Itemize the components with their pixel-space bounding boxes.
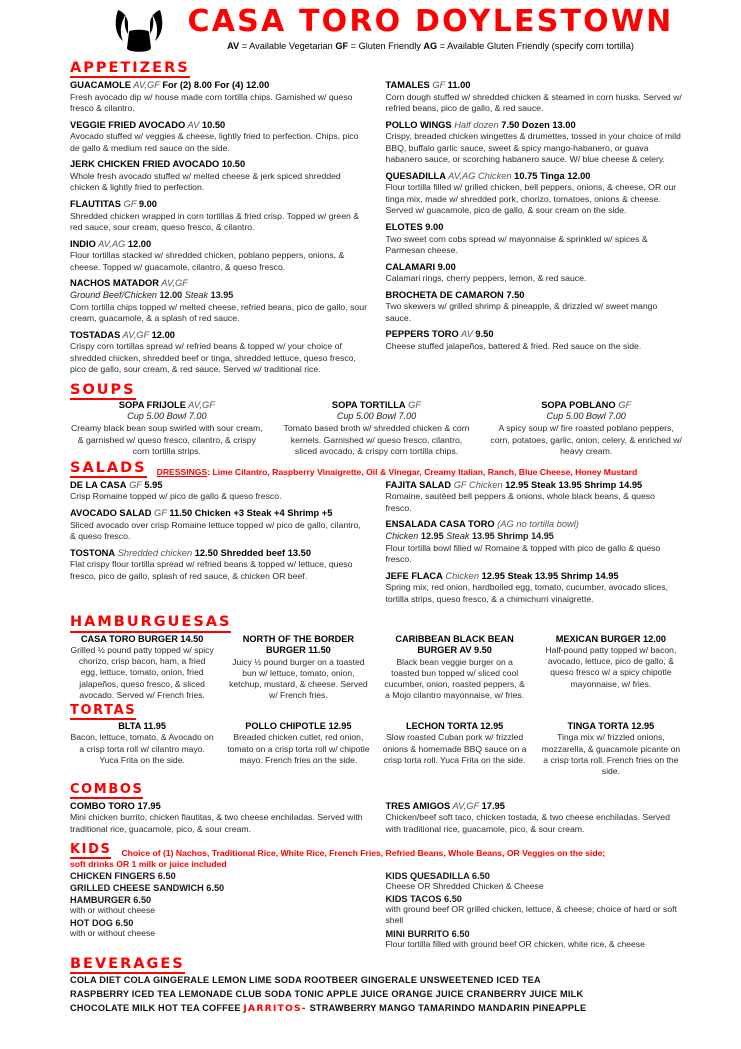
appetizers-left-column: [70, 80, 368, 380]
dressings-label: DRESSINGS: [156, 466, 208, 477]
menu-item-name: [70, 548, 368, 560]
soup-item: [489, 400, 683, 458]
kids-item-name: GRILLED CHEESE SANDWICH 6.50: [70, 883, 225, 894]
kids-item-description: with or without cheese: [70, 905, 156, 916]
menu-item-price: 7.50 Dozen 13.00: [501, 119, 576, 130]
menu-item-diet-tag: Half dozen: [451, 119, 502, 130]
menu-item-description: Chicken/beef soft taco, chicken tostada, & two cheese enchiladas. Served with traditional rice, guacamole, pico, & sour cream.: [385, 812, 670, 834]
menu-item: [539, 634, 683, 702]
menu-item-name: TINGA TORTA 12.95: [567, 720, 655, 731]
menu-item: [70, 199, 368, 234]
kids-item-description: with or without cheese: [70, 928, 156, 939]
menu-item-description: Shredded chicken wrapped in corn tortillas & fried crisp. Topped w/ green & red sauce, sour cream, queso fresco, & cilantro.: [70, 210, 360, 233]
menu-item-title: JERK CHICKEN FRIED AVOCADO: [70, 159, 220, 170]
section-header-tortas: TORTAS: [70, 703, 137, 719]
menu-item-diet-tag: AV,AG: [95, 238, 128, 249]
menu-item-name: [386, 80, 684, 92]
menu-item-description: Breaded chicken cutlet, red onion, tomato on a crisp torta roll w/ chipotle mayo. French fries on the side.: [227, 732, 370, 765]
menu-item-description: Juicy ½ pound burger on a toasted bun w/ lettuce, tomato, onion, ketchup, mustard, & cheese. Served w/ French fries.: [229, 656, 368, 701]
menu-item-price: 11.00: [447, 80, 471, 91]
menu-item-diet-tag: AV,GF: [450, 800, 482, 811]
menu-item-diet-tag: Chicken: [442, 570, 482, 581]
menu-item-description: Flour tortilla filled w/ grilled chicken, bell peppers, onions, & cheese, OR our tinga mix, made w/ shredded pork, chorizo, tomatoes, onions & cheese. Served w/ guacamole, pico de gallo, & sour cream on the side.: [385, 182, 677, 216]
appetizers-columns: [70, 80, 683, 380]
menu-item-name: [70, 80, 368, 92]
section-header-combos: COMBOS: [70, 782, 144, 798]
menu-item-description: Fresh avocado dip w/ house made corn tortilla chips. Garnished w/ queso fresco & cilantro.: [70, 91, 353, 114]
dressings-value: : Lime Cilantro, Raspberry Vinaigrette, Oil & Vinegar, Creamy Italian, Ranch, Blue Cheese, Honey Mustard: [207, 466, 638, 477]
menu-item-name: [70, 801, 368, 813]
menu-item-portion-prices: [70, 290, 368, 302]
jarritos-label: JARRITOS-: [243, 1002, 307, 1014]
menu-item-price: 10.50: [219, 159, 246, 170]
soup-diet-tag: AV,GF: [185, 399, 215, 410]
menu-item-name: [386, 171, 684, 183]
menu-item-name: [70, 480, 368, 492]
soup-title: SOPA POBLANO: [541, 399, 616, 410]
menu-item-price-part: Steak: [182, 289, 211, 300]
soup-title: SOPA FRIJOLE: [118, 399, 186, 410]
soup-item: [280, 400, 474, 458]
menu-item-description: Corn tortilla chips topped w/ melted cheese, refried beans, pico de gallo, sour cream, guacamole, & a splash of red sauce.: [70, 301, 367, 324]
menu-item-title: CALAMARI: [385, 261, 436, 272]
kids-menu-item: [386, 929, 684, 950]
menu-item: [70, 480, 368, 503]
combos-left-column: [70, 801, 368, 841]
menu-header: [108, 6, 683, 56]
menu-item-price: 11.50 Chicken +3 Steak +4 Shrimp +5: [169, 507, 333, 518]
menu-item-title: BROCHETA DE CAMARON: [385, 289, 504, 300]
menu-item-description: Half-pound patty topped w/ bacon, avocado, lettuce, pico de gallo, & queso fresco w/ a spicy chipotle mayonnaise, w/ fries.: [545, 645, 677, 689]
menu-item: [70, 330, 368, 376]
menu-item: [386, 571, 684, 606]
menu-item: [386, 80, 684, 115]
menu-item-diet-tag: Shredded chicken: [115, 547, 195, 558]
menu-item-diet-tag: GF: [120, 198, 139, 209]
menu-item-price: 12.50 Shredded beef 13.50: [194, 547, 311, 558]
soup-portion-prices: Cup 5.00 Bowl 7.00: [336, 411, 417, 422]
beverages-list: [70, 974, 683, 1015]
menu-item-description: Corn dough stuffed w/ shredded chicken & steamed in corn husks. Served w/ refried beans, pico de gallo, & red sauce.: [385, 91, 682, 114]
menu-item: [386, 262, 684, 285]
menu-item-description: Black bean veggie burger on a toasted bun topped w/ sliced cool cucumber, onion, roasted peppers, & a Mojo cilantro mayonnaise, w/ fries.: [384, 656, 525, 701]
kids-menu-item: [70, 918, 368, 939]
combos-columns: [70, 801, 683, 841]
kids-item-name: KIDS TACOS 6.50: [385, 894, 462, 905]
menu-item: [386, 801, 684, 836]
menu-item-name: [386, 480, 684, 492]
legend-av-code: AV: [227, 40, 240, 51]
menu-item-name: CASA TORO BURGER 14.50: [80, 633, 204, 644]
menu-item-title: AVOCADO SALAD: [70, 507, 152, 518]
menu-item-price-part: 13.95 Shrimp 14.95: [471, 531, 554, 542]
menu-item-name: [386, 329, 684, 341]
soup-description: A spicy soup w/ fire roasted poblano peppers, corn, potatoes, garlic, onion, celery, & enriched w/ heavy cream.: [490, 423, 682, 457]
menu-item-title: TRES AMIGOS: [385, 800, 451, 811]
menu-item-name: [386, 262, 684, 274]
section-header-appetizers: APPETIZERS: [70, 61, 190, 78]
menu-item: [226, 721, 370, 777]
hamburguesas-columns: [70, 634, 683, 702]
menu-item-description: Bacon, lettuce, tomato, & Avocado on a crisp torta roll w/ cilantro mayo. Yuca Frita on the side.: [70, 732, 214, 765]
kids-right-column: [386, 871, 684, 952]
salads-dressings-note: [157, 467, 638, 478]
section-header-soups: SOUPS: [70, 383, 136, 400]
menu-item-title: JEFE FLACA: [385, 570, 443, 581]
soup-name: [70, 400, 264, 412]
menu-item-diet-tag: (AG no tortilla bowl): [494, 519, 579, 530]
menu-item-description: Whole fresh avocado stuffed w/ melted cheese & jerk spiced shredded chicken & lightly fried to perfection.: [70, 170, 341, 193]
menu-item: [70, 120, 368, 155]
section-header-hamburguesas: HAMBURGUESAS: [70, 615, 231, 632]
menu-item-title: FLAUTITAS: [70, 198, 121, 209]
menu-item: [226, 634, 370, 702]
kids-header-row: [70, 843, 683, 859]
menu-item-price: 9.00: [435, 261, 456, 272]
menu-item-description: Crispy, breaded chicken wingettes & drumettes, tossed in your choice of mild BBQ, buffalo garlic sauce, sweet & spicy mango-habanero, or guava habanero sauce, or scorching habanero sauce. W/ blue cheese & celery.: [385, 131, 681, 165]
menu-item-diet-tag: AV,GF: [120, 329, 152, 340]
kids-item-description: Flour tortilla filled with ground beef OR chicken, white rice, & cheese: [385, 938, 645, 949]
kids-menu-item: [386, 894, 684, 926]
menu-item-description: Flat crispy flour tortilla spread w/ refried beans & topped w/ lettuce, queso fresco, pico de gallo, splash of red sauce, & chicken OR beef.: [70, 559, 353, 581]
menu-item: [386, 222, 684, 257]
menu-item-title: TOSTONA: [70, 547, 116, 558]
menu-item-price: 9.00: [138, 198, 157, 209]
menu-item-price: 12.00: [127, 238, 152, 249]
beverages-line-3b: STRAWBERRY MANGO TAMARINDO MANDARIN PINEAPPLE: [306, 1002, 587, 1013]
kids-item-description: with ground beef OR grilled chicken, lettuce, & cheese; choice of hard or soft shell: [385, 904, 677, 926]
menu-item-price-part: Steak: [443, 531, 472, 542]
menu-item-title: POLLO WINGS: [385, 119, 452, 130]
soup-portion-prices: Cup 5.00 Bowl 7.00: [127, 411, 207, 422]
menu-item-name: [386, 290, 684, 302]
menu-item-name: [386, 222, 684, 234]
kids-columns: [70, 871, 683, 952]
menu-item-diet-tag: GF Chicken: [451, 479, 506, 490]
kids-item-name: CHICKEN FINGERS 6.50: [70, 871, 176, 882]
menu-item-name: [70, 330, 368, 342]
menu-item: [386, 290, 684, 325]
menu-item-description: Two skewers w/ grilled shrimp & pineapple, & drizzled w/ sweet mango sauce.: [385, 301, 658, 323]
beverages-line-3a: CHOCOLATE MILK HOT TEA COFFEE: [70, 1002, 244, 1013]
menu-item-title: ENSALADA CASA TORO: [385, 519, 495, 530]
kids-menu-item: [70, 871, 368, 881]
combos-right-column: [386, 801, 684, 841]
soup-description: Creamy black bean soup swirled with sour cream, & garnished w/ queso fresco, cilantro, & crispy corn tortilla strips.: [70, 423, 263, 457]
menu-item-diet-tag: GF: [151, 507, 170, 518]
legend-gf-text: = Gluten Friendly: [348, 40, 424, 51]
menu-item-description: Crisp Romaine topped w/ pico de gallo & queso fresco.: [70, 491, 282, 502]
menu-item-title: VEGGIE FRIED AVOCADO: [70, 119, 186, 130]
menu-item-price: 17.95: [134, 800, 161, 811]
menu-item-description: Two sweet corn cobs spread w/ mayonnaise & sprinkled w/ spices & Parmesan cheese.: [385, 233, 648, 256]
menu-item-description: Romaine, sautéed bell peppers & onions, whole black beans, & queso fresco.: [385, 491, 655, 513]
menu-item-description: Sliced avocado over crisp Romaine lettuce topped w/ pico de gallo, cilantro, & queso fresco.: [70, 519, 361, 542]
menu-item-portion-prices: [386, 531, 684, 543]
menu-item-price: 10.50: [201, 119, 226, 130]
menu-item-diet-tag: AV: [458, 329, 476, 340]
menu-item-name: [386, 571, 684, 583]
menu-item-description: Mini chicken burrito, chicken flautitas, & two cheese enchiladas. Served with traditional rice, guacamole, pico, & sour cream.: [70, 812, 363, 834]
menu-item: [386, 480, 684, 515]
kids-note-line2: soft drinks OR 1 milk or juice included: [70, 859, 227, 870]
menu-item-diet-tag: GF: [429, 80, 448, 91]
menu-item-name: [386, 519, 684, 531]
soup-diet-tag: GF: [405, 399, 422, 410]
soup-portion-prices: Cup 5.00 Bowl 7.00: [546, 411, 626, 422]
menu-item-name: NORTH OF THE BORDER BURGER 11.50: [242, 633, 355, 656]
menu-item-name: [386, 120, 684, 132]
menu-item-name: [70, 159, 368, 171]
menu-item-price-part: 12.95: [418, 531, 444, 542]
menu-item: [383, 721, 527, 777]
menu-item-name: CARIBBEAN BLACK BEAN BURGER AV 9.50: [395, 633, 514, 656]
menu-item: [386, 171, 684, 217]
beverages-line-2: RASPBERRY ICED TEA LEMONADE CLUB SODA TONIC APPLE JUICE ORANGE JUICE CRANBERRY JUICE MILK: [70, 988, 584, 999]
menu-item-name: BLTA 11.95: [118, 720, 167, 731]
kids-menu-item: [70, 883, 368, 893]
soup-description: Tomato based broth w/ shredded chicken & corn kernels. Garnished w/ queso fresco, cilantro, sliced avocado, & crispy corn tortilla chips.: [283, 423, 470, 457]
section-header-kids: KIDS: [70, 842, 112, 858]
menu-item-description: Flour tortillas stacked w/ shredded chicken, poblano peppers, onions, & cheese. Topped w/ guacamole, cilantro, & queso fresco.: [70, 250, 345, 272]
kids-item-name: HOT DOG 6.50: [70, 918, 134, 929]
menu-item: [386, 120, 684, 166]
kids-item-description: Cheese OR Shredded Chicken & Cheese: [385, 881, 544, 892]
menu-item-description: Cheese stuffed jalapeños, battered & fried. Red sauce on the side.: [385, 340, 642, 351]
menu-item-diet-tag: GF: [126, 479, 145, 490]
legend: [178, 41, 683, 51]
legend-av-text: = Available Vegetarian: [239, 40, 336, 51]
menu-item-price: 12.00: [151, 329, 175, 340]
menu-item-description: Calamari rings, cherry peppers, lemon, & red sauce.: [385, 273, 587, 284]
menu-item-price: 7.50: [503, 289, 525, 300]
tortas-columns: [70, 721, 683, 777]
menu-item-price: 12.95 Steak 13.95 Shrimp 14.95: [505, 479, 643, 490]
beverages-line-3: [70, 1002, 683, 1016]
menu-item-name: [70, 508, 368, 520]
menu-item: [383, 634, 527, 702]
menu-item-title: FAJITA SALAD: [385, 479, 452, 490]
salads-header-row: [70, 461, 683, 478]
menu-item: [70, 159, 368, 194]
menu-item: [70, 508, 368, 543]
beverages-line-1: COLA DIET COLA GINGERALE LEMON LIME SODA ROOTBEER GINGERALE UNSWEETENED ICED TEA: [70, 974, 541, 985]
menu-item-price-part: 12.00: [159, 289, 183, 300]
menu-item: [70, 721, 214, 777]
menu-item-name: [70, 199, 368, 211]
menu-item-title: TOSTADAS: [70, 329, 121, 340]
bull-head-icon: [108, 8, 170, 56]
menu-item-name: [70, 278, 368, 290]
menu-item-price: 10.75 Tinga 12.00: [514, 170, 591, 181]
menu-item-title: TAMALES: [385, 80, 430, 91]
menu-item: [70, 634, 214, 702]
menu-item-description: Spring mix, red onion, hardboiled egg, tomato, cucumber, avocado slices, tortilla strips, queso fresco, & a chimichurri vinaigrette.: [385, 582, 668, 604]
salads-right-column: [386, 480, 684, 611]
soup-title: SOPA TORTILLA: [331, 399, 406, 410]
menu-item-diet-tag: AV,GF: [159, 278, 188, 289]
menu-item-title: INDIO: [70, 238, 96, 249]
appetizers-right-column: [386, 80, 684, 380]
menu-item-price: For (2) 8.00 For (4) 12.00: [162, 80, 270, 91]
menu-item-name: POLLO CHIPOTLE 12.95: [245, 720, 352, 731]
menu-item: [70, 239, 368, 274]
menu-item-price-part: Ground Beef/Chicken: [70, 289, 160, 300]
menu-item-price: 5.95: [144, 479, 163, 490]
menu-item-description: Tinga mix w/ frizzled onions, mozzarella, & guacamole picante on a crisp torta roll. French fries on the side.: [541, 732, 681, 776]
menu-item-title: GUACAMOLE: [70, 80, 131, 91]
legend-ag-code: AG: [423, 40, 438, 51]
menu-item-price-part: Chicken: [385, 531, 419, 542]
kids-item-name: MINI BURRITO 6.50: [385, 928, 470, 939]
menu-item-name: [386, 801, 684, 813]
menu-item-title: ELOTES: [385, 221, 423, 232]
menu-item-description: Crispy corn tortillas spread w/ refried beans & topped w/ your choice of shredded chicken, shredded beef or tinga, shredded lettuce, queso fresco, pico de gallo, sour cream, & red sauce. Served w/ traditional rice.: [70, 341, 356, 375]
menu-item-title: DE LA CASA: [70, 479, 127, 490]
soup-diet-tag: GF: [615, 399, 632, 410]
menu-item-description: Grilled ½ pound patty topped w/ spicy chorizo, crisp bacon, ham, a fried egg, lettuce, tomato, onion, fried jalapeños, queso fresco, & sliced avocado. Served w/ French fries.: [70, 645, 214, 700]
soups-columns: [70, 400, 683, 458]
page-title: CASA TORO DOYLESTOWN: [187, 4, 674, 39]
kids-menu-item: [70, 895, 368, 916]
menu-item-diet-tag: AV,AG Chicken: [445, 170, 515, 181]
kids-item-name: HAMBURGER 6.50: [70, 895, 152, 906]
menu-item-description: Slow roasted Cuban pork w/ frizzled onions & homemade BBQ sauce on a crisp torta roll. Yuca Frita on the side.: [382, 732, 527, 765]
kids-note-line1: Choice of (1) Nachos, Traditional Rice, White Rice, French Fries, Refried Beans, Whole Beans, OR Veggies on the side;: [121, 848, 606, 859]
menu-item-title: NACHOS MATADOR: [70, 278, 160, 289]
menu-item: [70, 801, 368, 836]
section-header-salads: SALADS: [70, 461, 147, 478]
menu-item-name: LECHON TORTA 12.95: [405, 720, 504, 731]
menu-item-name: MEXICAN BURGER 12.00: [555, 633, 667, 644]
menu-item-price: 17.95: [481, 800, 505, 811]
menu-item-price: 9.50: [475, 329, 494, 340]
menu-item-diet-tag: AV: [185, 119, 202, 130]
soup-name: [489, 400, 683, 412]
menu-item: [70, 278, 368, 324]
menu-item-description: Avocado stuffed w/ veggies & cheese, lightly fried to perfection. Chips, pico de gallo & medium red sauce on the side.: [70, 131, 359, 153]
menu-item-title: QUESADILLA: [385, 170, 446, 181]
menu-item-name: [70, 239, 368, 251]
salads-columns: [70, 480, 683, 611]
menu-item-description: Flour tortilla bowl filled w/ Romaine & topped with pico de gallo & queso fresco.: [385, 542, 661, 565]
menu-item: [539, 721, 683, 777]
menu-item-price: 9.00: [422, 221, 444, 232]
legend-gf-code: GF: [335, 40, 349, 51]
kids-item-name: KIDS QUESADILLA 6.50: [385, 871, 490, 882]
menu-item: [386, 329, 684, 352]
menu-item-name: [70, 120, 368, 132]
menu-item-diet-tag: AV,GF: [130, 80, 163, 91]
soup-name: [280, 400, 474, 412]
menu-item: [386, 519, 684, 565]
salads-left-column: [70, 480, 368, 611]
kids-left-column: [70, 871, 368, 952]
soup-item: [70, 400, 264, 458]
menu-item-price-part: 13.95: [210, 289, 234, 300]
section-header-beverages: BEVERAGES: [70, 957, 185, 974]
menu-item-title: PEPPERS TORO: [385, 329, 459, 340]
menu-item: [70, 548, 368, 583]
kids-menu-item: [386, 871, 684, 892]
menu-item-title: COMBO TORO: [70, 800, 135, 811]
legend-ag-text: = Available Gluten Friendly (specify corn tortilla): [437, 40, 634, 51]
menu-item: [70, 80, 368, 115]
menu-item-price: 12.95 Steak 13.95 Shrimp 14.95: [481, 570, 619, 581]
